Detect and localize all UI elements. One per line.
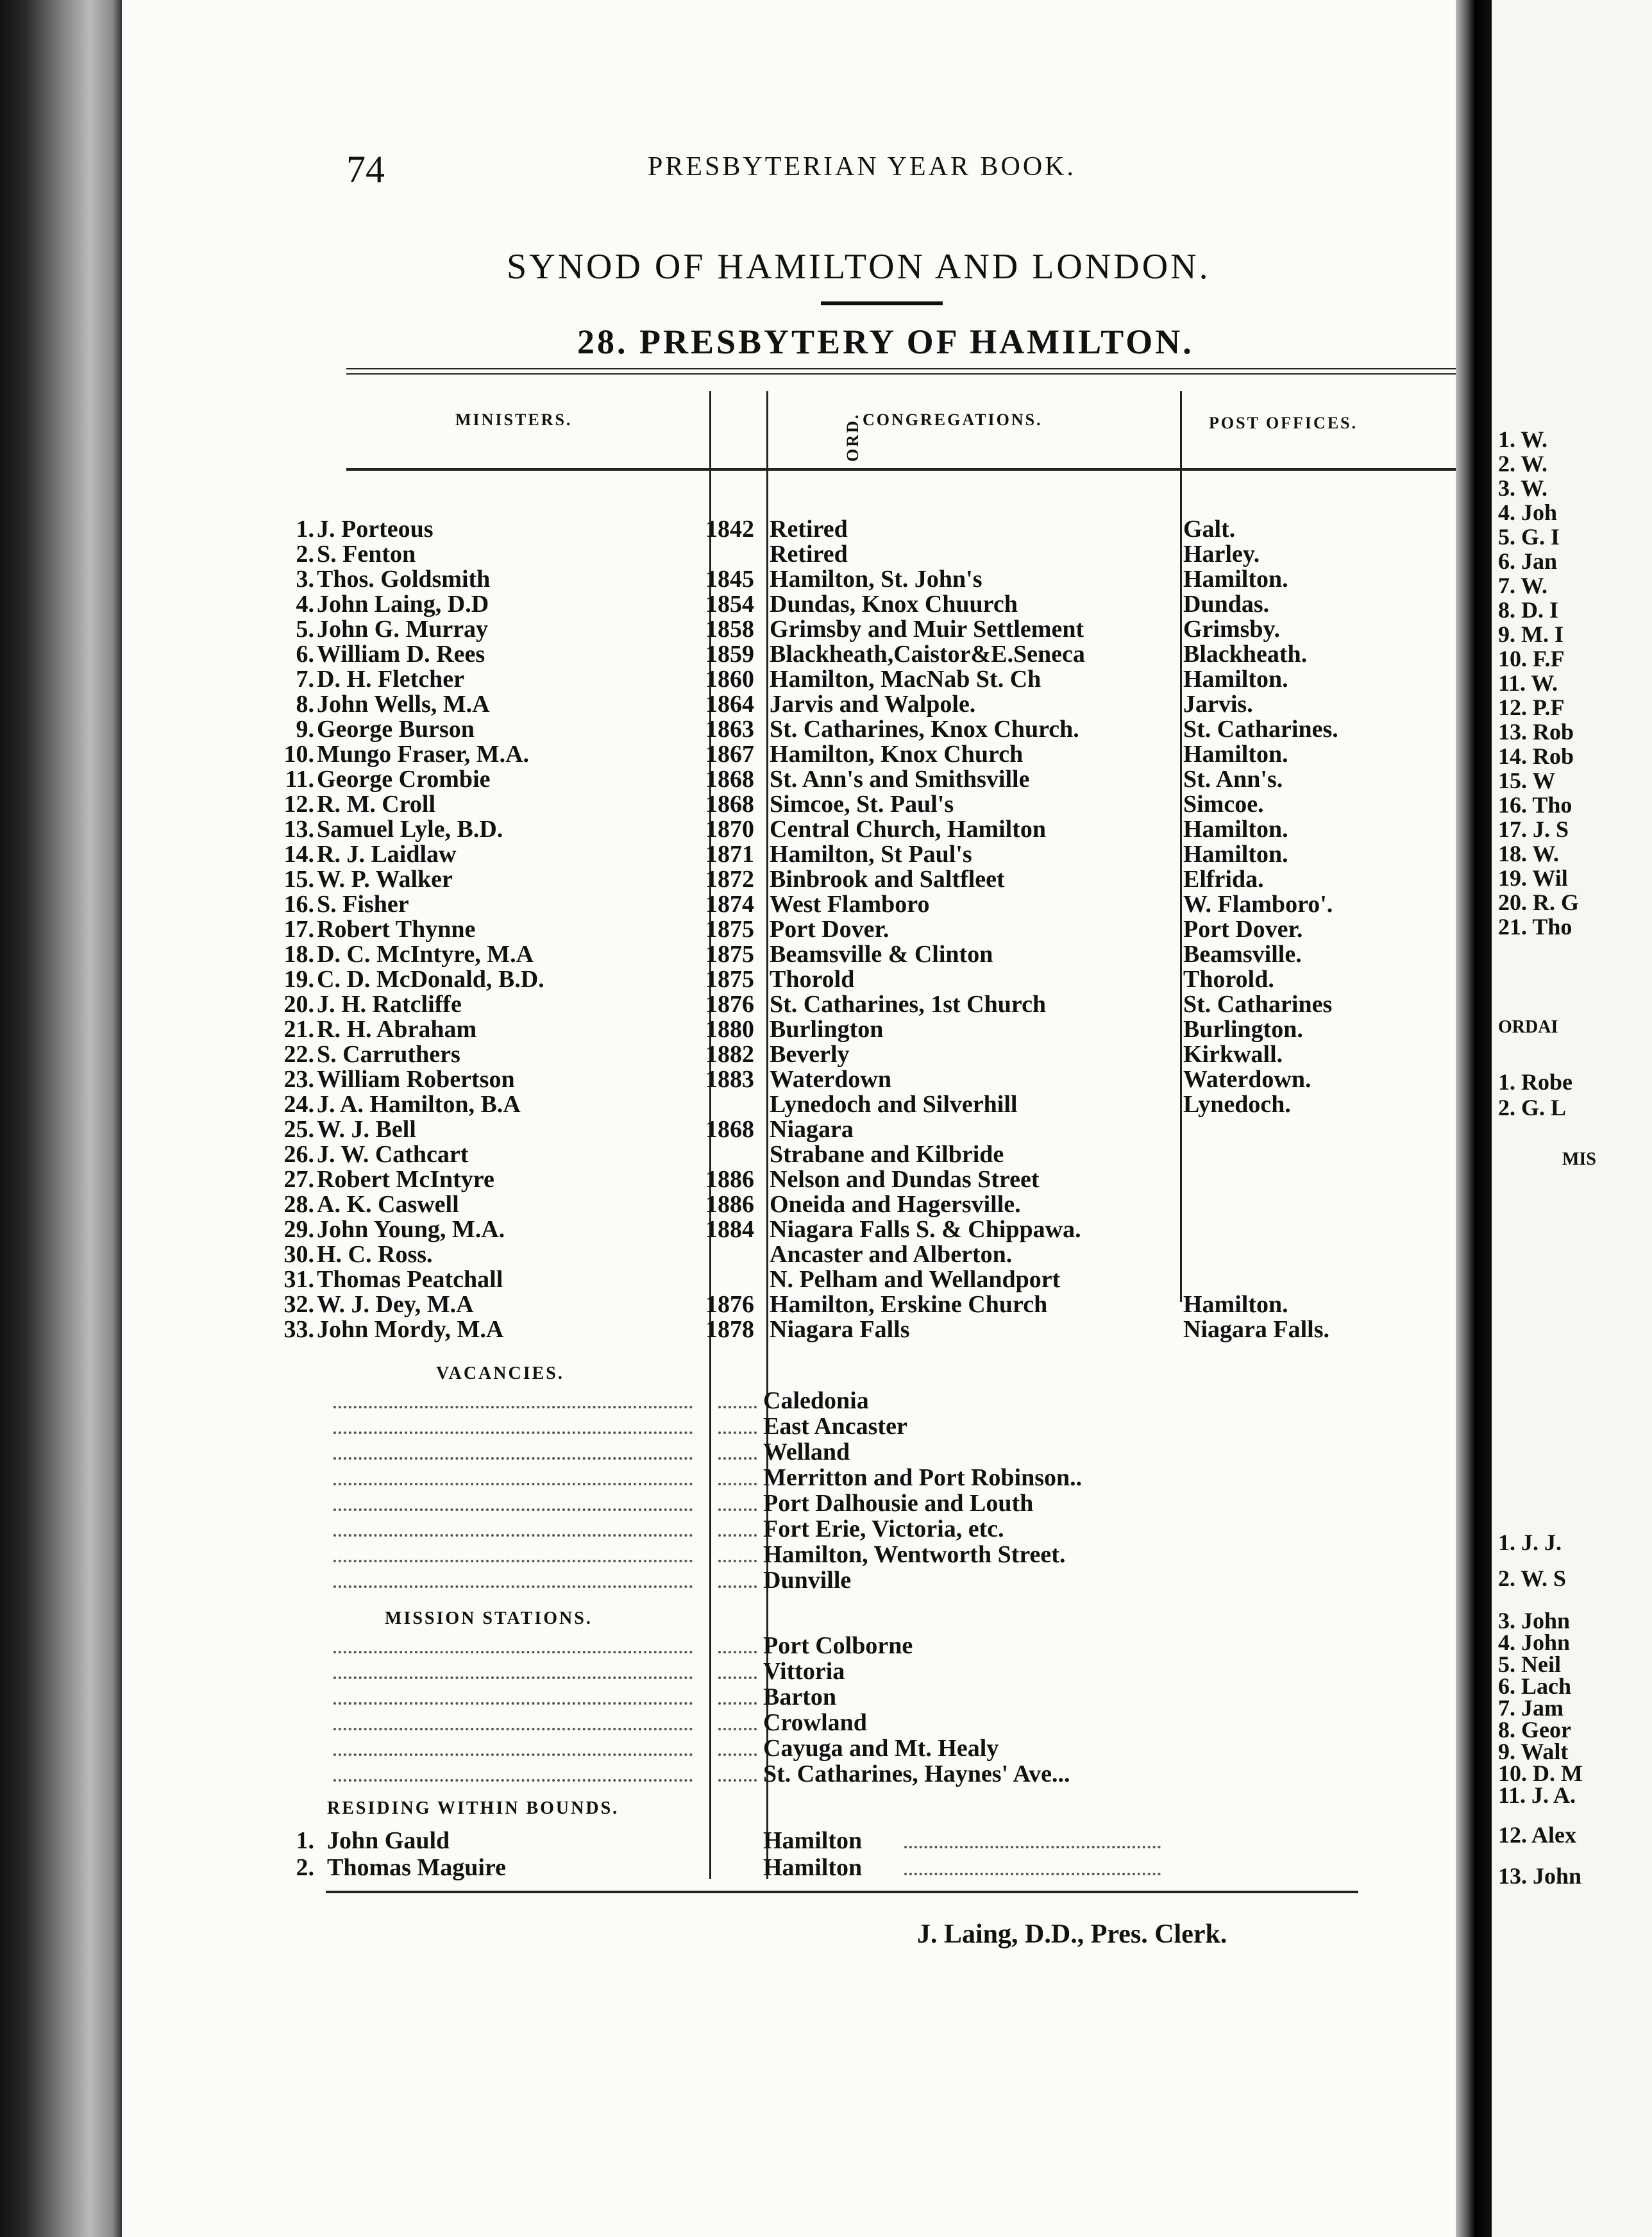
- ordination-year: 1870: [705, 816, 754, 843]
- minister-row: [122, 967, 1456, 992]
- vacancy-row: [122, 1567, 1456, 1593]
- minister-name: R. J. Laidlaw: [317, 841, 457, 868]
- facing-entry: 3. John: [1498, 1608, 1571, 1633]
- post-office: Jarvis.: [1183, 691, 1253, 718]
- minister-number: 4.: [296, 591, 314, 618]
- minister-name: J. A. Hamilton, B.A: [317, 1091, 521, 1118]
- ordination-year: 1868: [705, 1116, 754, 1143]
- minister-row: [122, 766, 1456, 792]
- minister-number: 5.: [296, 616, 314, 643]
- facing-ordained-heading: ORDAI: [1498, 1017, 1558, 1037]
- page-number: 74: [346, 148, 385, 190]
- minister-number: 25.: [283, 1116, 314, 1143]
- ordination-year: 1875: [705, 966, 754, 993]
- vacancy-congregation: Port Dalhousie and Louth: [763, 1490, 1034, 1517]
- residing-row: [122, 1828, 1456, 1853]
- facing-entry: 4. John: [1498, 1630, 1571, 1655]
- ordination-year: 1867: [705, 741, 754, 768]
- minister-name: A. K. Caswell: [317, 1191, 459, 1218]
- minister-name: Thomas Peatchall: [317, 1266, 503, 1293]
- minister-number: 16.: [283, 891, 314, 918]
- minister-number: 32.: [283, 1291, 314, 1318]
- congregation: Grimsby and Muir Settlement: [770, 616, 1084, 643]
- post-office: Hamilton.: [1183, 816, 1288, 843]
- header-post-offices: POST OFFICES.: [1209, 414, 1358, 432]
- minister-name: Robert Thynne: [317, 916, 476, 943]
- facing-entry: 9. M. I: [1498, 621, 1564, 647]
- vacancy-congregation: Dunville: [763, 1567, 852, 1594]
- minister-number: 6.: [296, 641, 314, 668]
- minister-name: R. M. Croll: [317, 791, 436, 818]
- minister-number: 26.: [283, 1141, 314, 1168]
- facing-entry: 14. Rob: [1498, 743, 1574, 769]
- facing-entry: 15. W: [1498, 768, 1556, 793]
- minister-name: J. H. Ratcliffe: [317, 991, 462, 1018]
- mission-row: [122, 1735, 1456, 1761]
- ordination-year: 1864: [705, 691, 754, 718]
- minister-row: [122, 816, 1456, 842]
- top-rule: [346, 373, 1456, 375]
- minister-row: [122, 566, 1456, 592]
- facing-entry: 12. Alex: [1498, 1822, 1576, 1848]
- congregation: Binbrook and Saltfleet: [770, 866, 1005, 893]
- minister-number: 24.: [283, 1091, 314, 1118]
- minister-row: [122, 841, 1456, 867]
- facing-entry: 3. W.: [1498, 475, 1548, 501]
- residing-name: John Gauld: [327, 1827, 450, 1854]
- congregation: Jarvis and Walpole.: [770, 691, 976, 718]
- facing-entry: 8. D. I: [1498, 597, 1559, 623]
- ordination-year: 1860: [705, 666, 754, 693]
- congregation: Simcoe, St. Paul's: [770, 791, 954, 818]
- post-office: Dundas.: [1183, 591, 1270, 618]
- minister-name: George Crombie: [317, 766, 491, 793]
- minister-number: 19.: [283, 966, 314, 993]
- ordination-year: 1883: [705, 1066, 754, 1093]
- minister-name: Robert McIntyre: [317, 1166, 494, 1193]
- minister-row: [122, 516, 1456, 542]
- facing-entry: 7. Jam: [1498, 1695, 1564, 1721]
- facing-entry: 12. P.F: [1498, 695, 1565, 720]
- minister-name: William Robertson: [317, 1066, 515, 1093]
- congregation: Hamilton, Erskine Church: [770, 1291, 1048, 1318]
- minister-number: 1.: [296, 516, 314, 543]
- ordination-year: 1875: [705, 916, 754, 943]
- minister-name: W. J. Bell: [317, 1116, 416, 1143]
- minister-number: 27.: [283, 1166, 314, 1193]
- minister-row: [122, 941, 1456, 967]
- minister-name: Samuel Lyle, B.D.: [317, 816, 503, 843]
- congregation: Dundas, Knox Chuurch: [770, 591, 1018, 618]
- post-office: Hamilton.: [1183, 841, 1288, 868]
- residing-number: 1.: [296, 1827, 314, 1854]
- ordination-year: 1859: [705, 641, 754, 668]
- vacancy-row: [122, 1542, 1456, 1567]
- ordination-year: 1884: [705, 1216, 754, 1243]
- vacancy-congregation: East Ancaster: [763, 1413, 907, 1440]
- post-office: St. Catharines.: [1183, 716, 1338, 743]
- leader-dots: [904, 1873, 1161, 1875]
- minister-number: 29.: [283, 1216, 314, 1243]
- ordination-year: 1882: [705, 1041, 754, 1068]
- congregation: Hamilton, St Paul's: [770, 841, 972, 868]
- minister-number: 30.: [283, 1241, 314, 1268]
- minister-number: 14.: [283, 841, 314, 868]
- vacancy-congregation: Caledonia: [763, 1387, 869, 1414]
- ordination-year: 1868: [705, 791, 754, 818]
- ordination-year: 1858: [705, 616, 754, 643]
- minister-row: [122, 1292, 1456, 1317]
- ordination-year: 1876: [705, 991, 754, 1018]
- residing-number: 2.: [296, 1854, 314, 1881]
- minister-row: [122, 1092, 1456, 1117]
- minister-row: [122, 691, 1456, 717]
- post-office: Blackheath.: [1183, 641, 1308, 668]
- vacancy-congregation: Welland: [763, 1439, 850, 1465]
- facing-entry: 19. Wil: [1498, 865, 1568, 891]
- facing-entry: 2. W. S: [1498, 1566, 1567, 1591]
- congregation: Burlington: [770, 1016, 884, 1043]
- facing-page: [1492, 0, 1652, 2237]
- vacancy-congregation: Hamilton, Wentworth Street.: [763, 1541, 1066, 1568]
- minister-row: [122, 992, 1456, 1017]
- synod-title: SYNOD OF HAMILTON AND LONDON.: [507, 247, 1211, 287]
- congregation: Port Dover.: [770, 916, 889, 943]
- post-office: Kirkwall.: [1183, 1041, 1283, 1068]
- minister-row: [122, 741, 1456, 767]
- mission-station: Vittoria: [763, 1658, 845, 1685]
- minister-number: 22.: [283, 1041, 314, 1068]
- ordination-year: 1886: [705, 1191, 754, 1218]
- ordination-year: 1886: [705, 1166, 754, 1193]
- minister-row: [122, 1167, 1456, 1192]
- minister-number: 21.: [283, 1016, 314, 1043]
- minister-name: D. H. Fletcher: [317, 666, 465, 693]
- minister-row: [122, 541, 1456, 567]
- facing-mis-heading: MIS: [1562, 1149, 1596, 1169]
- minister-row: [122, 666, 1456, 692]
- congregation: St. Catharines, Knox Church.: [770, 716, 1079, 743]
- facing-entry: 7. W.: [1498, 573, 1548, 598]
- vacancy-row: [122, 1516, 1456, 1542]
- congregation: Niagara Falls S. & Chippawa.: [770, 1216, 1081, 1243]
- minister-number: 10.: [283, 741, 314, 768]
- post-office: W. Flamboro'.: [1183, 891, 1333, 918]
- ordination-year: 1872: [705, 866, 754, 893]
- clerk-signature: J. Laing, D.D., Pres. Clerk.: [917, 1920, 1227, 1949]
- minister-name: S. Fenton: [317, 541, 416, 568]
- ordination-year: 1854: [705, 591, 754, 618]
- post-office: Thorold.: [1183, 966, 1274, 993]
- page-gutter: [1456, 0, 1492, 2237]
- vacancy-congregation: Fort Erie, Victoria, etc.: [763, 1515, 1004, 1542]
- congregation: West Flamboro: [770, 891, 930, 918]
- congregation: Waterdown: [770, 1066, 891, 1093]
- post-office: Elfrida.: [1183, 866, 1264, 893]
- minister-name: Mungo Fraser, M.A.: [317, 741, 530, 768]
- minister-name: S. Carruthers: [317, 1041, 460, 1068]
- facing-entry: 4. Joh: [1498, 500, 1558, 525]
- facing-entry: 13. John: [1498, 1863, 1582, 1889]
- vacancy-row: [122, 1490, 1456, 1516]
- minister-number: 33.: [283, 1316, 314, 1343]
- residing-row: [122, 1855, 1456, 1880]
- minister-number: 7.: [296, 666, 314, 693]
- residing-place: Hamilton: [763, 1827, 863, 1854]
- minister-name: John Wells, M.A: [317, 691, 490, 718]
- mission-row: [122, 1684, 1456, 1710]
- mission-station: Port Colborne: [763, 1632, 913, 1659]
- facing-entry: 6. Jan: [1498, 548, 1558, 574]
- book-binding-edge: [0, 0, 122, 2237]
- post-office: Harley.: [1183, 541, 1260, 568]
- residing-heading: RESIDING WITHIN BOUNDS.: [327, 1798, 620, 1818]
- minister-name: John Young, M.A.: [317, 1216, 505, 1243]
- post-office: Waterdown.: [1183, 1066, 1311, 1093]
- facing-entry: 10. D. M: [1498, 1760, 1583, 1786]
- congregation: Beverly: [770, 1041, 850, 1068]
- minister-row: [122, 791, 1456, 817]
- presbytery-title: 28. PRESBYTERY OF HAMILTON.: [577, 323, 1194, 361]
- minister-row: [122, 1217, 1456, 1242]
- minister-name: John Mordy, M.A: [317, 1316, 504, 1343]
- mission-station: Cayuga and Mt. Healy: [763, 1735, 999, 1762]
- congregation: St. Catharines, 1st Church: [770, 991, 1047, 1018]
- vacancies-heading: VACANCIES.: [436, 1363, 564, 1383]
- leader-dots: [904, 1846, 1161, 1848]
- facing-entry: 17. J. S: [1498, 816, 1569, 842]
- post-office: Galt.: [1183, 516, 1236, 543]
- minister-name: W. P. Walker: [317, 866, 453, 893]
- minister-row: [122, 916, 1456, 942]
- facing-entry: 5. G. I: [1498, 524, 1560, 550]
- header-ministers: MINISTERS.: [455, 410, 573, 429]
- post-office: St. Ann's.: [1183, 766, 1283, 793]
- mission-row: [122, 1761, 1456, 1787]
- facing-entry: 21. Tho: [1498, 914, 1572, 940]
- minister-name: John Laing, D.D: [317, 591, 489, 618]
- vacancy-congregation: Merritton and Port Robinson..: [763, 1464, 1083, 1491]
- facing-entry: 13. Rob: [1498, 719, 1574, 745]
- post-office: Simcoe.: [1183, 791, 1264, 818]
- facing-entry: 16. Tho: [1498, 792, 1572, 818]
- mission-row: [122, 1710, 1456, 1735]
- mission-row: [122, 1633, 1456, 1659]
- minister-row: [122, 1317, 1456, 1342]
- mission-heading: MISSION STATIONS.: [385, 1608, 593, 1628]
- congregation: Hamilton, Knox Church: [770, 741, 1024, 768]
- congregation: Oneida and Hagersville.: [770, 1191, 1021, 1218]
- minister-number: 15.: [283, 866, 314, 893]
- post-office: Hamilton.: [1183, 666, 1288, 693]
- congregation: Thorold: [770, 966, 855, 993]
- facing-entry: 8. Geor: [1498, 1717, 1571, 1743]
- minister-number: 31.: [283, 1266, 314, 1293]
- minister-number: 12.: [283, 791, 314, 818]
- minister-row: [122, 1142, 1456, 1167]
- congregation: Retired: [770, 541, 848, 568]
- congregation: Retired: [770, 516, 848, 543]
- vacancy-row: [122, 1388, 1456, 1414]
- mission-station: Crowland: [763, 1709, 867, 1736]
- minister-number: 23.: [283, 1066, 314, 1093]
- residing-place: Hamilton: [763, 1854, 863, 1881]
- facing-entry: 1. W.: [1498, 426, 1548, 452]
- post-office: Beamsville.: [1183, 941, 1302, 968]
- minister-name: Thos. Goldsmith: [317, 566, 491, 593]
- congregation: N. Pelham and Wellandport: [770, 1266, 1061, 1293]
- minister-name: George Burson: [317, 716, 475, 743]
- post-office: Grimsby.: [1183, 616, 1280, 643]
- minister-name: H. C. Ross.: [317, 1241, 433, 1268]
- minister-name: S. Fisher: [317, 891, 409, 918]
- post-office: Lynedoch.: [1183, 1091, 1291, 1118]
- title-rule: [821, 301, 943, 305]
- minister-name: John G. Murray: [317, 616, 489, 643]
- running-head: PRESBYTERIAN YEAR BOOK.: [648, 152, 1076, 181]
- facing-entry: 2. G. L: [1498, 1095, 1567, 1120]
- minister-row: [122, 1042, 1456, 1067]
- minister-name: R. H. Abraham: [317, 1016, 477, 1043]
- minister-row: [122, 1017, 1456, 1042]
- post-office: Port Dover.: [1183, 916, 1303, 943]
- congregation: Blackheath,Caistor&E.Seneca: [770, 641, 1085, 668]
- congregation: Beamsville & Clinton: [770, 941, 993, 968]
- minister-number: 8.: [296, 691, 314, 718]
- facing-entry: 20. R. G: [1498, 890, 1579, 915]
- ordination-year: 1876: [705, 1291, 754, 1318]
- facing-entry: 11. J. A.: [1498, 1782, 1576, 1808]
- mission-row: [122, 1659, 1456, 1684]
- facing-entry: 1. J. J.: [1498, 1530, 1562, 1555]
- minister-number: 11.: [285, 766, 314, 793]
- header-congregations: CONGREGATIONS.: [863, 410, 1043, 429]
- facing-entry: 2. W.: [1498, 451, 1548, 477]
- post-office: Hamilton.: [1183, 566, 1288, 593]
- minister-row: [122, 591, 1456, 617]
- congregation: Strabane and Kilbride: [770, 1141, 1004, 1168]
- congregation: Ancaster and Alberton.: [770, 1241, 1013, 1268]
- minister-number: 2.: [296, 541, 314, 568]
- facing-entry: 5. Neil: [1498, 1651, 1561, 1677]
- facing-entry: 6. Lach: [1498, 1673, 1572, 1699]
- header-ord: ORD.: [843, 412, 862, 462]
- minister-name: J. Porteous: [317, 516, 434, 543]
- minister-number: 28.: [283, 1191, 314, 1218]
- bottom-rule: [326, 1891, 1358, 1893]
- minister-name: D. C. McIntyre, M.A: [317, 941, 534, 968]
- minister-number: 13.: [283, 816, 314, 843]
- facing-entry: 18. W.: [1498, 841, 1560, 866]
- minister-row: [122, 1192, 1456, 1217]
- header-rule: [346, 468, 1456, 471]
- minister-number: 3.: [296, 566, 314, 593]
- congregation: Lynedoch and Silverhill: [770, 1091, 1018, 1118]
- minister-row: [122, 891, 1456, 917]
- vacancy-row: [122, 1465, 1456, 1490]
- minister-row: [122, 1117, 1456, 1142]
- minister-number: 18.: [283, 941, 314, 968]
- minister-name: C. D. McDonald, B.D.: [317, 966, 544, 993]
- top-rule: [346, 368, 1456, 369]
- ordination-year: 1842: [705, 516, 754, 543]
- minister-name: J. W. Cathcart: [317, 1141, 469, 1168]
- mission-station: Barton: [763, 1684, 836, 1710]
- minister-row: [122, 641, 1456, 667]
- mission-station: St. Catharines, Haynes' Ave...: [763, 1760, 1070, 1787]
- minister-row: [122, 866, 1456, 892]
- vacancy-row: [122, 1414, 1456, 1439]
- congregation: Nelson and Dundas Street: [770, 1166, 1040, 1193]
- facing-entry: 1. Robe: [1498, 1069, 1572, 1095]
- facing-entry: 11. W.: [1498, 670, 1558, 696]
- congregation: Hamilton, St. John's: [770, 566, 982, 593]
- facing-entry: 9. Walt: [1498, 1739, 1569, 1764]
- minister-name: W. J. Dey, M.A: [317, 1291, 474, 1318]
- vacancy-row: [122, 1439, 1456, 1465]
- minister-row: [122, 1067, 1456, 1092]
- left-page: [122, 0, 1456, 2237]
- residing-name: Thomas Maguire: [327, 1854, 507, 1881]
- ordination-year: 1845: [705, 566, 754, 593]
- ordination-year: 1868: [705, 766, 754, 793]
- congregation: St. Ann's and Smithsville: [770, 766, 1030, 793]
- ordination-year: 1880: [705, 1016, 754, 1043]
- post-office: Niagara Falls.: [1183, 1316, 1329, 1343]
- minister-row: [122, 1267, 1456, 1292]
- minister-number: 20.: [283, 991, 314, 1018]
- minister-number: 9.: [296, 716, 314, 743]
- facing-entry: 10. F.F: [1498, 646, 1565, 671]
- ordination-year: 1874: [705, 891, 754, 918]
- minister-row: [122, 1242, 1456, 1267]
- congregation: Niagara Falls: [770, 1316, 910, 1343]
- congregation: Hamilton, MacNab St. Ch: [770, 666, 1041, 693]
- minister-name: William D. Rees: [317, 641, 485, 668]
- minister-number: 17.: [283, 916, 314, 943]
- congregation: Central Church, Hamilton: [770, 816, 1047, 843]
- ordination-year: 1875: [705, 941, 754, 968]
- post-office: Hamilton.: [1183, 741, 1288, 768]
- post-office: Hamilton.: [1183, 1291, 1288, 1318]
- post-office: Burlington.: [1183, 1016, 1303, 1043]
- ordination-year: 1863: [705, 716, 754, 743]
- minister-row: [122, 716, 1456, 742]
- congregation: Niagara: [770, 1116, 854, 1143]
- minister-row: [122, 616, 1456, 642]
- post-office: St. Catharines: [1183, 991, 1333, 1018]
- ordination-year: 1878: [705, 1316, 754, 1343]
- ordination-year: 1871: [705, 841, 754, 868]
